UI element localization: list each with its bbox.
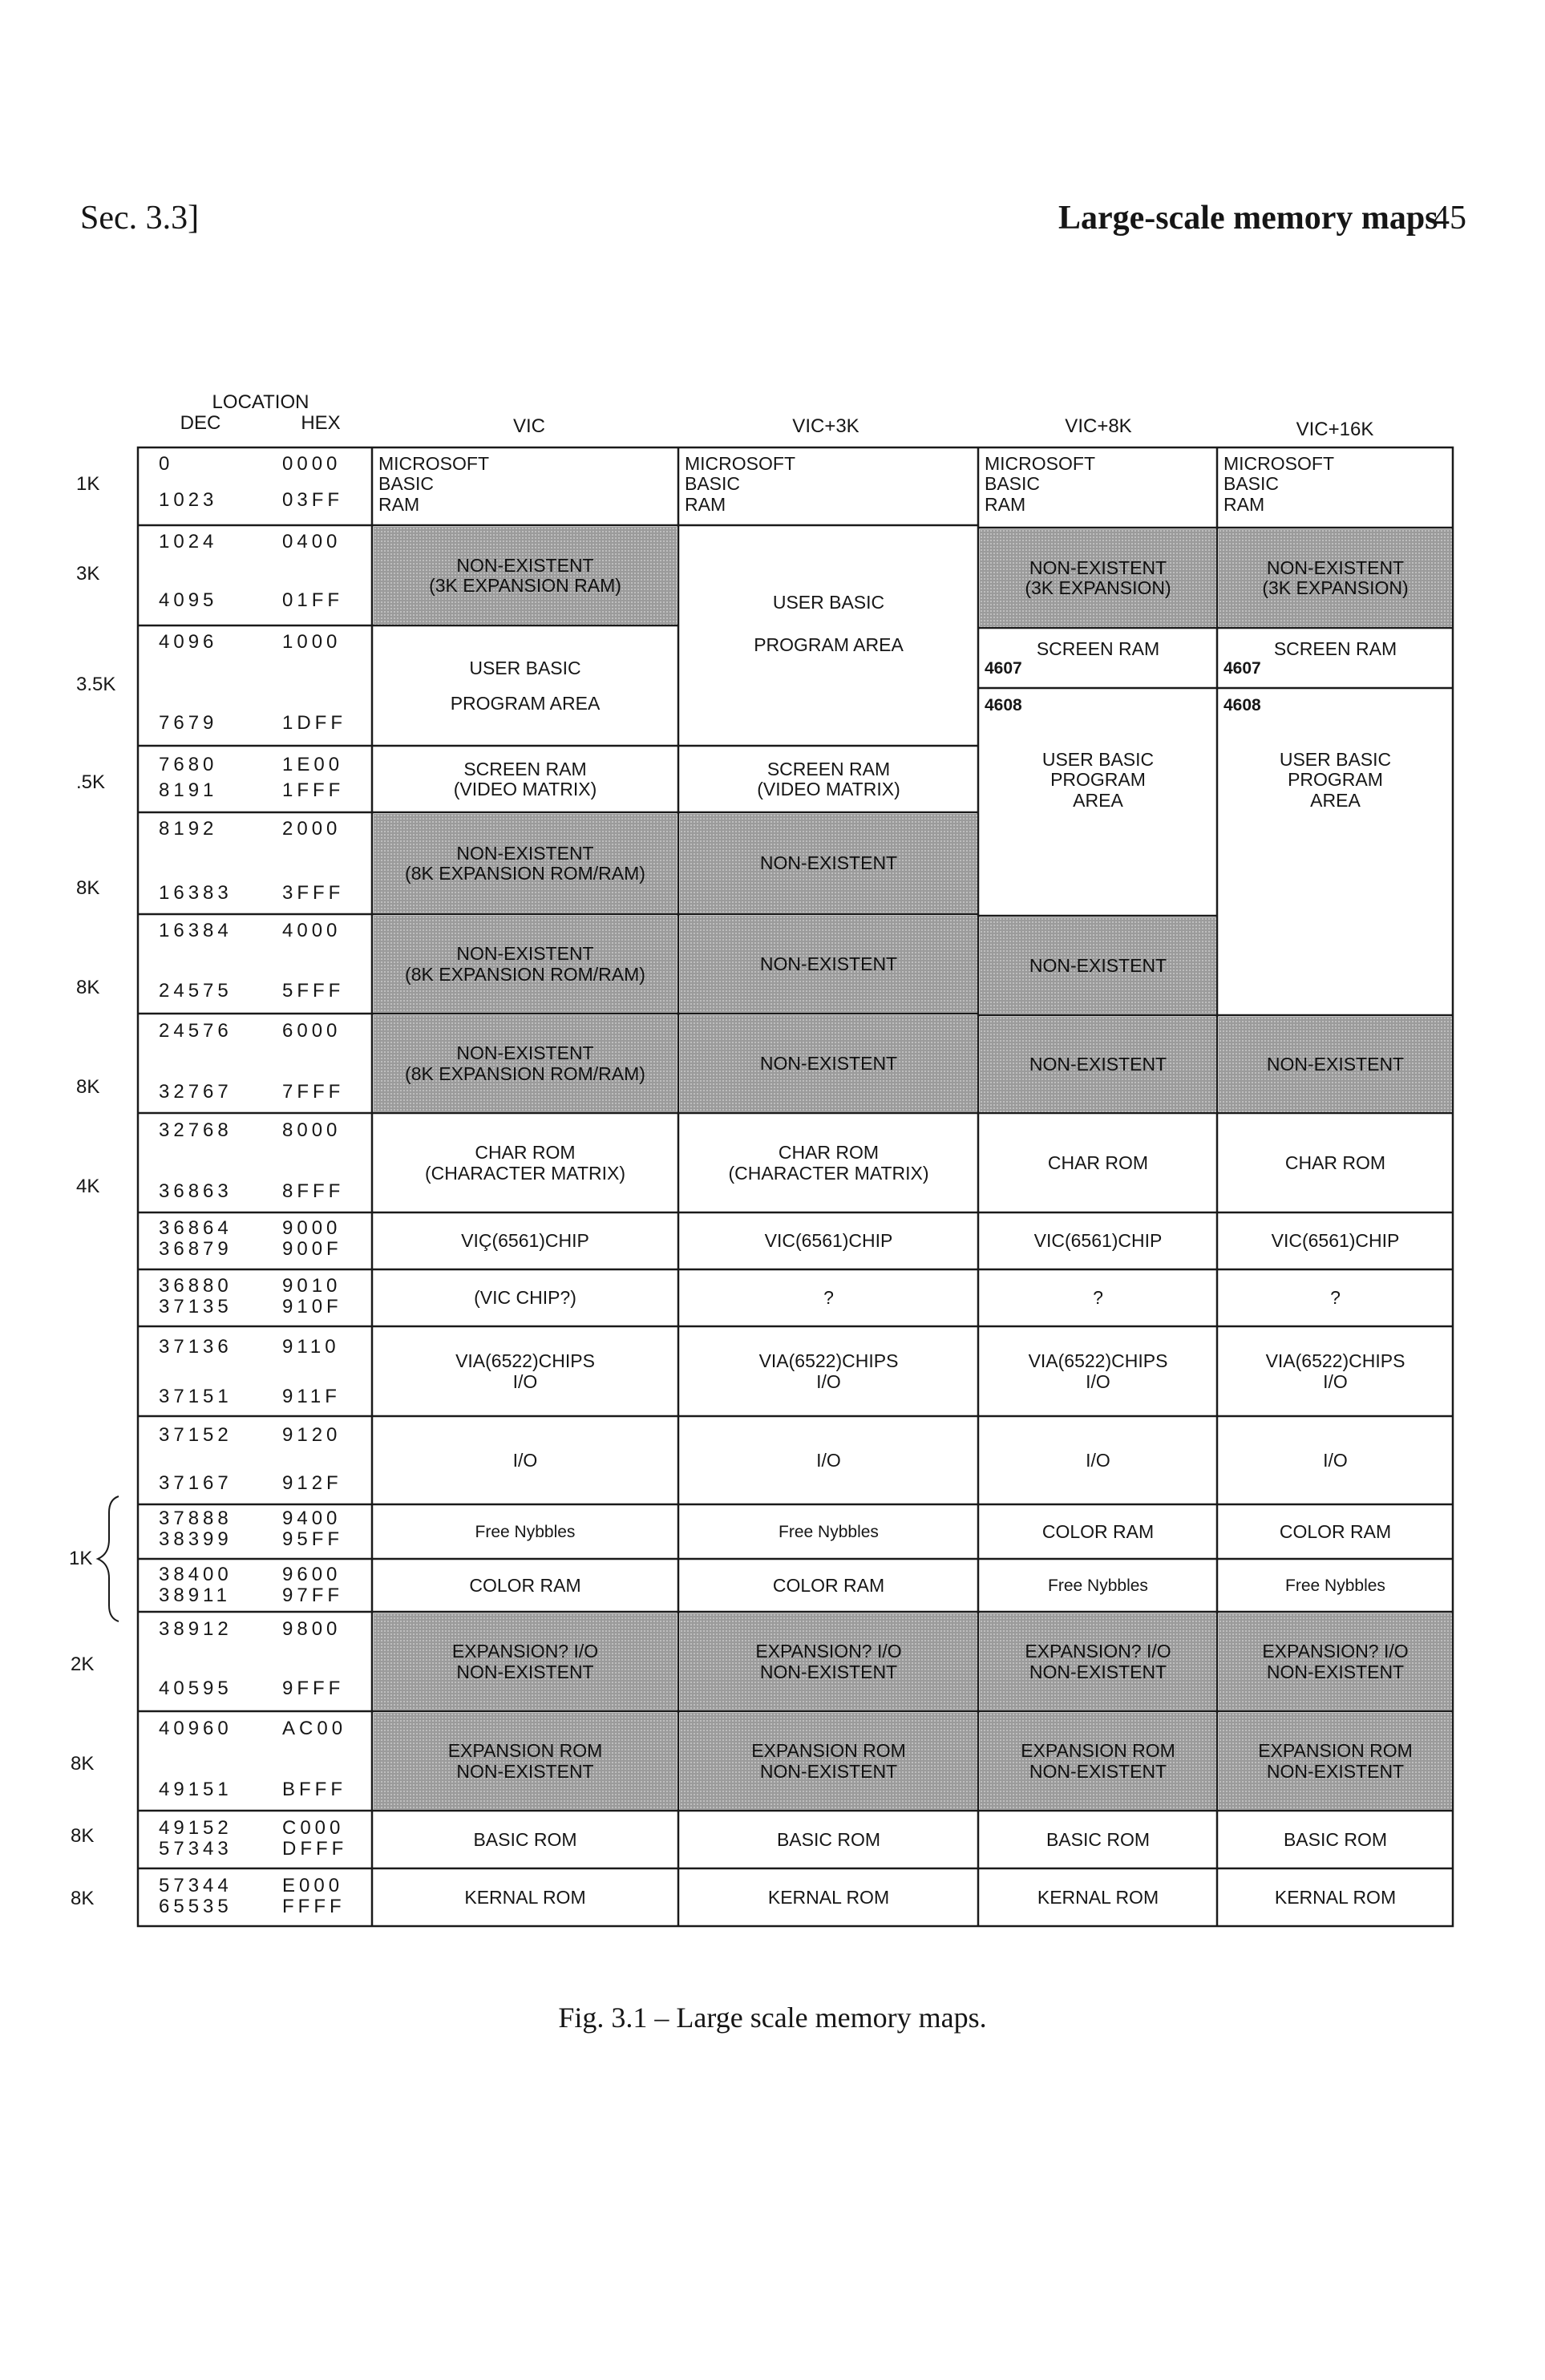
cell-color-ram: COLOR RAM <box>1041 1520 1155 1542</box>
address-hex: 6000 <box>282 1020 342 1042</box>
cell-via-chips: VIA(6522)CHIPS I/O <box>758 1350 899 1392</box>
address-dec: 40595 <box>159 1678 233 1699</box>
cell-non-existent: NON-EXISTENT <box>980 1017 1216 1112</box>
cell-user-basic-program-area <box>1219 690 1452 1014</box>
cell-expansion-io: EXPANSION? I/O NON-EXISTENT <box>374 1613 677 1710</box>
address-dec: 4096 <box>159 631 218 653</box>
cell-io: I/O <box>816 1449 841 1471</box>
address-dec: 37136 <box>159 1336 233 1358</box>
address-hex: 9010 <box>282 1275 342 1297</box>
cell-non-existent: NON-EXISTENT (8K EXPANSION ROM/RAM) <box>374 916 677 1013</box>
address-hex: 9600 <box>282 1564 342 1585</box>
address-dec: 57344 <box>159 1875 233 1896</box>
address-hex: 95FF <box>282 1528 344 1550</box>
column-header-vic: VIC <box>512 415 546 437</box>
address-hex: 7FFF <box>282 1081 345 1103</box>
size-label: 8K <box>71 1825 95 1847</box>
address-hex: 5FFF <box>282 980 345 1002</box>
address-dec: 16383 <box>159 882 233 904</box>
size-label: 8K <box>76 1076 100 1098</box>
cell-expansion-io: EXPANSION? I/O NON-EXISTENT <box>680 1613 977 1710</box>
size-label: 1K <box>69 1548 93 1569</box>
cell-non-existent: NON-EXISTENT (8K EXPANSION ROM/RAM) <box>374 814 677 913</box>
address-hex: 912F <box>282 1472 342 1494</box>
size-label: 8K <box>71 1753 95 1775</box>
address-dec: 36880 <box>159 1275 233 1297</box>
cell-basic-rom: BASIC ROM <box>473 1828 577 1850</box>
address-dec: 38400 <box>159 1564 233 1585</box>
address-hex: 9800 <box>282 1618 342 1640</box>
size-label: 3.5K <box>76 674 116 695</box>
size-label: 8K <box>76 977 100 998</box>
cell-via-chips: VIA(6522)CHIPS I/O <box>1265 1350 1405 1392</box>
address-dec: 49151 <box>159 1779 233 1800</box>
cell-user-basic-program-area <box>374 627 677 745</box>
address-hex: E000 <box>282 1875 344 1896</box>
address-dec: 16384 <box>159 920 233 941</box>
address-dec: 24576 <box>159 1020 233 1042</box>
cell-vic-chip: VIÇ(6561)CHIP <box>461 1230 589 1252</box>
address-hex: 97FF <box>282 1585 344 1606</box>
program-area-label: PROGRAM AREA <box>450 692 601 714</box>
address-dec: 37167 <box>159 1472 233 1494</box>
cell-kernal-rom: KERNAL ROM <box>1037 1886 1159 1908</box>
address-hex: 1FFF <box>282 779 345 801</box>
address-dec: 7679 <box>159 712 218 734</box>
cell-vic-chip: VIC(6561)CHIP <box>1271 1230 1400 1252</box>
address-hex: 9120 <box>282 1424 342 1446</box>
user-basic-label: USER BASIC <box>772 592 885 613</box>
cell-basic-rom: BASIC ROM <box>776 1828 881 1850</box>
cell-user-basic-program-area <box>980 690 1216 915</box>
address-hex: 01FF <box>282 589 344 611</box>
address-hex: 8000 <box>282 1119 342 1141</box>
cell-color-ram: COLOR RAM <box>1279 1520 1392 1542</box>
cell-non-existent: NON-EXISTENT <box>1219 1017 1452 1112</box>
address-4607: 4607 <box>985 659 1022 678</box>
cell-non-existent: NON-EXISTENT (3K EXPANSION RAM) <box>374 527 677 625</box>
address-dec: 8192 <box>159 818 218 840</box>
address-hex: 9FFF <box>282 1678 345 1699</box>
cell-expansion-io: EXPANSION? I/O NON-EXISTENT <box>980 1613 1216 1710</box>
cell-screen-ram <box>980 629 1216 687</box>
address-dec: 24575 <box>159 980 233 1002</box>
cell-vic-chip-unknown: (VIC CHIP?) <box>474 1287 576 1309</box>
cell-io: I/O <box>512 1449 538 1471</box>
user-basic-program-label: USER BASIC PROGRAM AREA <box>1041 749 1155 811</box>
address-hex: 1000 <box>282 631 342 653</box>
address-dec: 36863 <box>159 1180 233 1202</box>
address-hex: 9400 <box>282 1508 342 1529</box>
size-label: 8K <box>76 877 100 899</box>
cell-user-basic-program-area <box>680 527 977 745</box>
address-dec: 38911 <box>159 1585 231 1606</box>
cell-microsoft-basic-ram: MICROSOFT BASIC RAM <box>985 453 1095 515</box>
address-4608: 4608 <box>985 696 1022 714</box>
address-dec: 8191 <box>159 779 218 801</box>
address-hex: 9000 <box>282 1217 342 1239</box>
size-label: 3K <box>76 563 100 585</box>
cell-color-ram: COLOR RAM <box>772 1574 885 1596</box>
screen-ram-label: SCREEN RAM <box>1036 638 1160 659</box>
cell-char-rom: CHAR ROM <box>1284 1152 1386 1173</box>
cell-unknown: ? <box>1093 1287 1103 1309</box>
cell-expansion-rom: EXPANSION ROM NON-EXISTENT <box>374 1713 677 1810</box>
cell-vic-chip: VIC(6561)CHIP <box>764 1230 893 1252</box>
size-label: 8K <box>71 1888 95 1909</box>
size-label: 4K <box>76 1176 100 1197</box>
address-dec: 36864 <box>159 1217 233 1239</box>
address-dec: 1023 <box>159 489 218 511</box>
column-header-vic-16k: VIC+16K <box>1296 419 1374 440</box>
cell-io: I/O <box>1086 1449 1110 1471</box>
address-dec: 7680 <box>159 754 218 775</box>
address-hex: 910F <box>282 1296 342 1318</box>
cell-via-chips: VIA(6522)CHIPS I/O <box>1028 1350 1168 1392</box>
address-hex: 0400 <box>282 531 342 552</box>
address-dec: 65535 <box>159 1896 233 1917</box>
cell-expansion-rom: EXPANSION ROM NON-EXISTENT <box>980 1713 1216 1810</box>
cell-kernal-rom: KERNAL ROM <box>1274 1886 1397 1908</box>
cell-non-existent: NON-EXISTENT <box>980 917 1216 1014</box>
program-area-label: PROGRAM AREA <box>754 634 904 656</box>
address-hex: 1E00 <box>282 754 344 775</box>
address-dec: 38912 <box>159 1618 233 1640</box>
address-hex: 8FFF <box>282 1180 345 1202</box>
page-title: Large-scale memory maps <box>1058 200 1438 237</box>
address-dec: 40960 <box>159 1718 233 1739</box>
cell-non-existent: NON-EXISTENT (8K EXPANSION ROM/RAM) <box>374 1015 677 1112</box>
cell-char-rom: CHAR ROM (CHARACTER MATRIX) <box>424 1142 625 1184</box>
address-hex: 0000 <box>282 453 342 475</box>
address-dec: 49152 <box>159 1817 233 1839</box>
address-dec: 37152 <box>159 1424 233 1446</box>
address-hex: 03FF <box>282 489 344 511</box>
address-hex: AC00 <box>282 1718 347 1739</box>
cell-screen-ram: SCREEN RAM (VIDEO MATRIX) <box>757 758 900 799</box>
cell-expansion-rom: EXPANSION ROM NON-EXISTENT <box>1219 1713 1452 1810</box>
cell-free-nybbles: Free Nybbles <box>1285 1576 1385 1595</box>
address-dec: 37888 <box>159 1508 233 1529</box>
dec-label: DEC <box>180 412 221 434</box>
address-dec: 4095 <box>159 589 218 611</box>
cell-free-nybbles: Free Nybbles <box>1048 1576 1148 1595</box>
cell-non-existent: NON-EXISTENT <box>680 814 977 913</box>
cell-non-existent: NON-EXISTENT (3K EXPANSION) <box>980 529 1216 627</box>
figure-caption: Fig. 3.1 – Large scale memory maps. <box>558 2002 987 2034</box>
address-4608: 4608 <box>1223 696 1261 714</box>
cell-microsoft-basic-ram: MICROSOFT BASIC RAM <box>1223 453 1334 515</box>
screen-ram-label: SCREEN RAM <box>1273 638 1397 659</box>
user-basic-program-label: USER BASIC PROGRAM AREA <box>1279 749 1392 811</box>
cell-free-nybbles: Free Nybbles <box>475 1522 576 1541</box>
address-hex: FFFF <box>282 1896 346 1917</box>
cell-basic-rom: BASIC ROM <box>1046 1828 1151 1850</box>
cell-free-nybbles: Free Nybbles <box>779 1522 879 1541</box>
cell-expansion-rom: EXPANSION ROM NON-EXISTENT <box>680 1713 977 1810</box>
cell-char-rom: CHAR ROM <box>1047 1152 1149 1173</box>
cell-microsoft-basic-ram: MICROSOFT BASIC RAM <box>685 453 795 515</box>
size-label: .5K <box>76 771 106 793</box>
cell-color-ram: COLOR RAM <box>469 1574 581 1596</box>
cell-microsoft-basic-ram: MICROSOFT BASIC RAM <box>378 453 489 515</box>
cell-unknown: ? <box>1330 1287 1341 1309</box>
address-hex: 900F <box>282 1238 342 1260</box>
page-number: 45 <box>1433 200 1466 237</box>
cell-screen-ram <box>1219 629 1452 687</box>
address-dec: 1024 <box>159 531 218 552</box>
cell-basic-rom: BASIC ROM <box>1283 1828 1388 1850</box>
address-hex: DFFF <box>282 1838 348 1860</box>
cell-screen-ram: SCREEN RAM (VIDEO MATRIX) <box>453 758 597 799</box>
address-dec: 37135 <box>159 1296 233 1318</box>
address-hex: 3FFF <box>282 882 345 904</box>
address-hex: 4000 <box>282 920 342 941</box>
section-label: Sec. 3.3] <box>80 200 200 237</box>
cell-non-existent: NON-EXISTENT <box>680 1015 977 1112</box>
address-dec: 37151 <box>159 1386 233 1407</box>
address-hex: C000 <box>282 1817 345 1839</box>
address-hex: 9110 <box>282 1336 340 1358</box>
address-hex: 2000 <box>282 818 342 840</box>
user-basic-label: USER BASIC <box>469 657 581 678</box>
address-dec: 32768 <box>159 1119 233 1141</box>
location-label: LOCATION <box>212 391 309 413</box>
cell-kernal-rom: KERNAL ROM <box>464 1886 586 1908</box>
address-4607: 4607 <box>1223 659 1261 678</box>
address-hex: 1DFF <box>282 712 346 734</box>
column-header-vic-3k: VIC+3K <box>792 415 859 437</box>
address-dec: 38399 <box>159 1528 233 1550</box>
size-label: 2K <box>71 1653 95 1675</box>
cell-non-existent: NON-EXISTENT (3K EXPANSION) <box>1219 529 1452 627</box>
address-hex: 911F <box>282 1386 341 1407</box>
address-dec: 32767 <box>159 1081 233 1103</box>
address-hex: BFFF <box>282 1779 346 1800</box>
address-dec: 36879 <box>159 1238 233 1260</box>
cell-non-existent: NON-EXISTENT <box>680 916 977 1013</box>
cell-char-rom: CHAR ROM (CHARACTER MATRIX) <box>728 1142 929 1184</box>
cell-vic-chip: VIC(6561)CHIP <box>1033 1230 1163 1252</box>
address-dec: 57343 <box>159 1838 233 1860</box>
cell-io: I/O <box>1323 1449 1348 1471</box>
cell-expansion-io: EXPANSION? I/O NON-EXISTENT <box>1219 1613 1452 1710</box>
cell-kernal-rom: KERNAL ROM <box>767 1886 890 1908</box>
column-header-vic-8k: VIC+8K <box>1065 415 1132 437</box>
size-label: 1K <box>76 473 100 495</box>
hex-label: HEX <box>301 412 341 434</box>
cell-via-chips: VIA(6522)CHIPS I/O <box>455 1350 595 1392</box>
address-dec: 0 <box>159 453 174 475</box>
cell-unknown: ? <box>823 1287 834 1309</box>
